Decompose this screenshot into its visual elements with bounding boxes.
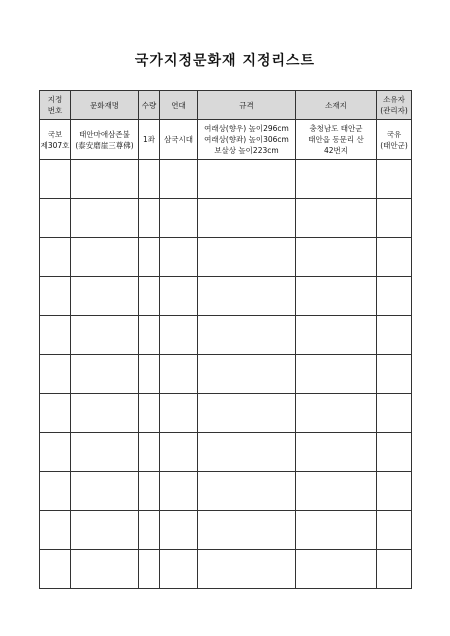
cell-specification-empty (198, 238, 296, 277)
cell-specification: 여래상(향우) 높이296cm 여래상(향좌) 높이306cm 보살상 높이223cm (198, 120, 296, 160)
empty-table-row (40, 355, 412, 394)
empty-table-row (40, 160, 412, 199)
cell-location-empty (296, 355, 377, 394)
cell-heritage-name: 태안마애삼존불 (泰安磨崖三尊佛) (71, 120, 139, 160)
cell-heritage-name-empty (71, 472, 139, 511)
header-owner: 소유자 (관리자) (377, 91, 412, 120)
cell-heritage-name-empty (71, 316, 139, 355)
cell-owner-empty (377, 550, 412, 589)
cell-owner-empty (377, 511, 412, 550)
header-specification: 규격 (198, 91, 296, 120)
cell-owner-empty (377, 355, 412, 394)
cell-specification-empty (198, 160, 296, 199)
cell-designation-number-empty (40, 472, 71, 511)
empty-table-row (40, 394, 412, 433)
cell-era-empty (160, 316, 198, 355)
cell-designation-number-empty (40, 394, 71, 433)
cell-quantity-empty (139, 550, 160, 589)
header-quantity: 수량 (139, 91, 160, 120)
cell-era-empty (160, 433, 198, 472)
cell-designation-number-empty (40, 160, 71, 199)
cell-designation-number-empty (40, 550, 71, 589)
empty-table-row (40, 277, 412, 316)
cell-quantity-empty (139, 316, 160, 355)
cell-heritage-name-empty (71, 199, 139, 238)
cell-location-empty (296, 433, 377, 472)
empty-table-row (40, 550, 412, 589)
cell-location-empty (296, 238, 377, 277)
cell-owner: 국유 (태안군) (377, 120, 412, 160)
cell-heritage-name-empty (71, 238, 139, 277)
cell-location-empty (296, 394, 377, 433)
header-heritage-name: 문화재명 (71, 91, 139, 120)
cell-heritage-name-empty (71, 394, 139, 433)
cell-era-empty (160, 394, 198, 433)
cell-era-empty (160, 277, 198, 316)
cell-specification-empty (198, 277, 296, 316)
header-designation-number: 지정 번호 (40, 91, 71, 120)
registry-table (39, 90, 412, 589)
empty-table-row (40, 472, 412, 511)
empty-table-row (40, 316, 412, 355)
cell-quantity-empty (139, 433, 160, 472)
cell-heritage-name-empty (71, 277, 139, 316)
cell-era-empty (160, 550, 198, 589)
table-row (40, 120, 412, 160)
header-location: 소재지 (296, 91, 377, 120)
cell-quantity-empty (139, 277, 160, 316)
cell-specification-empty (198, 199, 296, 238)
cell-era: 삼국시대 (160, 120, 198, 160)
cell-location-empty (296, 511, 377, 550)
cell-era-empty (160, 238, 198, 277)
empty-table-row (40, 511, 412, 550)
cell-heritage-name-empty (71, 550, 139, 589)
cell-quantity-empty (139, 472, 160, 511)
cell-specification-empty (198, 433, 296, 472)
cell-owner-empty (377, 277, 412, 316)
header-era: 연대 (160, 91, 198, 120)
cell-heritage-name-empty (71, 160, 139, 199)
cell-era-empty (160, 355, 198, 394)
cell-quantity: 1좌 (139, 120, 160, 160)
cell-location-empty (296, 472, 377, 511)
cell-designation-number-empty (40, 199, 71, 238)
cell-owner-empty (377, 472, 412, 511)
cell-location-empty (296, 160, 377, 199)
header-row (40, 91, 412, 120)
cell-designation-number-empty (40, 511, 71, 550)
empty-table-row (40, 238, 412, 277)
cell-designation-number-empty (40, 355, 71, 394)
cell-specification-empty (198, 394, 296, 433)
cell-location-empty (296, 316, 377, 355)
cell-designation-number-empty (40, 316, 71, 355)
cell-era-empty (160, 160, 198, 199)
cell-location-empty (296, 277, 377, 316)
cell-specification-empty (198, 355, 296, 394)
cell-designation-number: 국보 제307호 (40, 120, 71, 160)
cell-designation-number-empty (40, 238, 71, 277)
cell-specification-empty (198, 472, 296, 511)
cell-heritage-name-empty (71, 511, 139, 550)
cell-location: 충청남도 태안군 태안읍 동문리 산 42번지 (296, 120, 377, 160)
empty-table-row (40, 433, 412, 472)
cell-quantity-empty (139, 199, 160, 238)
cell-era-empty (160, 511, 198, 550)
cell-heritage-name-empty (71, 355, 139, 394)
cell-quantity-empty (139, 238, 160, 277)
cell-specification-empty (198, 550, 296, 589)
cell-quantity-empty (139, 394, 160, 433)
cell-specification-empty (198, 511, 296, 550)
cell-specification-empty (198, 316, 296, 355)
cell-owner-empty (377, 199, 412, 238)
cell-owner-empty (377, 316, 412, 355)
cell-quantity-empty (139, 511, 160, 550)
cell-designation-number-empty (40, 433, 71, 472)
cell-owner-empty (377, 238, 412, 277)
cell-owner-empty (377, 433, 412, 472)
cell-owner-empty (377, 160, 412, 199)
page-title: 국가지정문화재 지정리스트 (134, 53, 316, 69)
cell-heritage-name-empty (71, 433, 139, 472)
cell-location-empty (296, 550, 377, 589)
cell-era-empty (160, 199, 198, 238)
empty-table-row (40, 199, 412, 238)
cell-location-empty (296, 199, 377, 238)
cell-era-empty (160, 472, 198, 511)
cell-owner-empty (377, 394, 412, 433)
cell-designation-number-empty (40, 277, 71, 316)
cell-quantity-empty (139, 160, 160, 199)
cell-quantity-empty (139, 355, 160, 394)
